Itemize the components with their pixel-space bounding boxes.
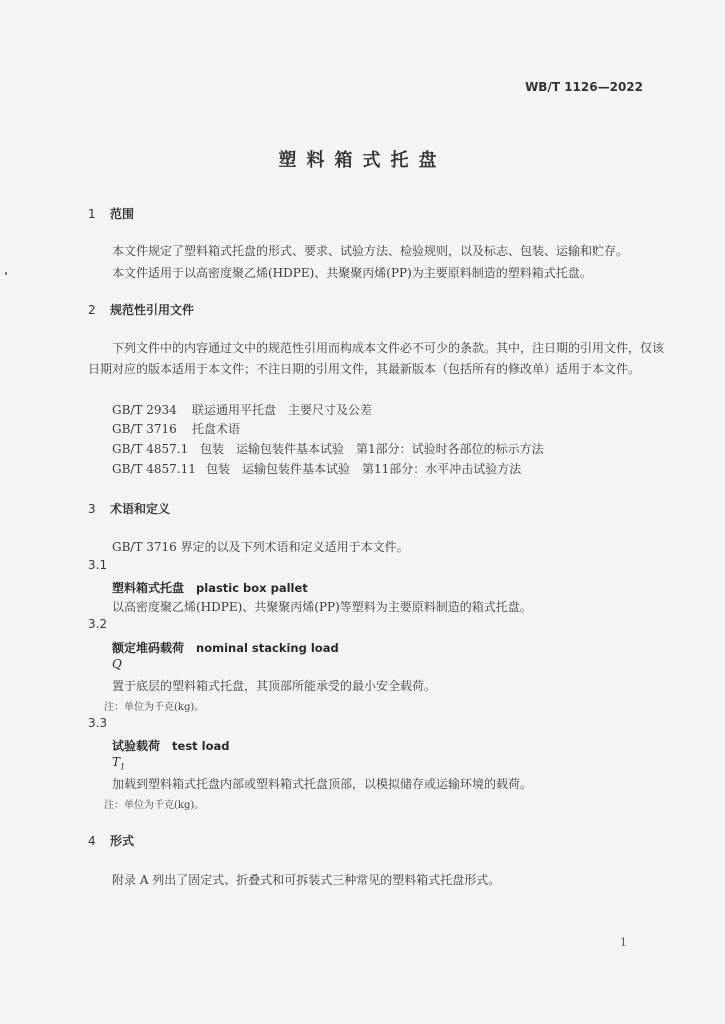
paragraph: 下列文件中的内容通过文中的规范性引用而构成本文件必不可少的条款。其中，注日期的引用文件，仅该日期对应的版本适用于本文件；不注日期的引用文件，其最新版本（包括所有的修改单）适用于本文件。 [88, 341, 665, 376]
term-symbol [112, 755, 125, 771]
paragraph: GB/T 3716 界定的以及下列术语和定义适用于本文件。 [112, 540, 409, 554]
term-heading [112, 735, 230, 754]
clause-number: 3.1 [88, 558, 108, 572]
section-number: 2 [88, 303, 96, 317]
symbol-subscript: 1 [120, 762, 126, 772]
term-definition: 以高密度聚乙烯(HDPE)、共聚聚丙烯(PP)等塑料为主要原料制造的箱式托盘。 [112, 600, 532, 614]
paragraph: 附录 A 列出了固定式、折叠式和可拆装式三种常见的塑料箱式托盘形式。 [112, 873, 501, 887]
term-english: plastic box pallet [196, 581, 308, 595]
term-english: nominal stacking load [196, 641, 339, 655]
section-number: 1 [88, 207, 96, 221]
reference-code: GB/T 4857.11 [112, 462, 196, 476]
reference-code: GB/T 3716 [112, 422, 177, 436]
section-3-heading [88, 500, 170, 517]
document-title: 塑料箱式托盘 [278, 150, 447, 171]
section-title: 范围 [110, 207, 135, 221]
term-heading [112, 577, 308, 596]
reference-title: 联运通用平托盘 主要尺寸及公差 [192, 403, 373, 417]
reference-item [112, 440, 544, 457]
term-note: 注：单位为千克(kg)。 [104, 702, 205, 713]
reference-item [112, 460, 521, 477]
section-number: 4 [88, 834, 96, 848]
term-definition: 加载到塑料箱式托盘内部或塑料箱式托盘顶部，以模拟储存或运输环境的载荷。 [112, 777, 533, 791]
reference-title: 托盘术语 [192, 422, 241, 436]
term-symbol [112, 657, 122, 671]
clause-number: 3.3 [88, 716, 108, 730]
reference-item [112, 420, 240, 437]
term-note: 注：单位为千克(kg)。 [104, 800, 205, 811]
section-1-heading [88, 205, 134, 222]
term-definition: 置于底层的塑料箱式托盘，其顶部所能承受的最小安全载荷。 [112, 679, 437, 693]
term-chinese: 额定堆码载荷 [112, 641, 185, 655]
paragraph: 本文件规定了塑料箱式托盘的形式、要求、试验方法、检验规则，以及标志、包装、运输和贮存。 [112, 244, 629, 258]
section-4-heading [88, 832, 134, 849]
reference-title: 包装 运输包装件基本试验 第1部分：试验时各部位的标示方法 [200, 442, 544, 456]
standard-code: WB/T 1126—2022 [525, 80, 643, 94]
paragraph: 本文件适用于以高密度聚乙烯(HDPE)、共聚聚丙烯(PP)为主要原料制造的塑料箱式托盘。 [112, 266, 592, 280]
symbol-letter: Q [112, 657, 122, 671]
symbol-letter: T [112, 755, 121, 769]
page-number: 1 [620, 936, 627, 949]
reference-code: GB/T 2934 [112, 403, 177, 417]
section-2-heading [88, 301, 194, 318]
clause-number: 3.2 [88, 617, 108, 631]
term-chinese: 试验载荷 [112, 739, 161, 753]
scan-mark [5, 272, 7, 275]
term-heading [112, 637, 339, 656]
reference-title: 包装 运输包装件基本试验 第11部分：水平冲击试验方法 [206, 462, 522, 476]
section-title: 形式 [110, 834, 135, 848]
section-number: 3 [88, 502, 96, 516]
term-chinese: 塑料箱式托盘 [112, 581, 185, 595]
term-english: test load [172, 739, 230, 753]
reference-code: GB/T 4857.1 [112, 442, 189, 456]
section-title: 规范性引用文件 [110, 303, 195, 317]
reference-item [112, 401, 372, 418]
section-title: 术语和定义 [110, 502, 171, 516]
